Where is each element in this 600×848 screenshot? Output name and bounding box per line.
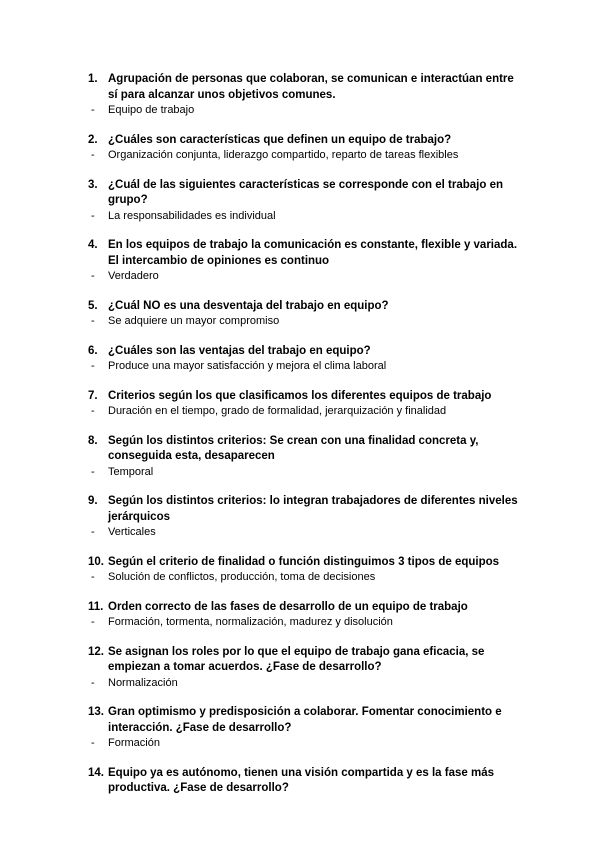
question-number: 9. <box>88 495 98 507</box>
answer-dash: - <box>91 465 95 478</box>
answer-dash: - <box>91 315 95 327</box>
question-item <box>88 133 518 164</box>
answer-label: La responsabilidades es individual <box>108 209 276 222</box>
answer-label: Temporal <box>108 465 154 478</box>
question-number: 5. <box>88 299 98 312</box>
question-label: ¿Cuáles son características que definen un equipo de trabajo? <box>108 133 452 146</box>
question-number: 2. <box>88 133 98 146</box>
question-text <box>88 178 518 209</box>
question-label: Según los distintos criterios: lo integran trabajadores de diferentes niveles jerárquicos <box>108 495 518 523</box>
answer-text <box>88 148 518 163</box>
answer-dash: - <box>91 360 95 372</box>
question-number: 10. <box>88 555 104 568</box>
question-text <box>88 555 518 571</box>
question-number: 14. <box>88 766 104 779</box>
question-item <box>88 705 518 751</box>
answer-dash: - <box>91 104 95 116</box>
question-number: 8. <box>88 434 98 447</box>
question-item <box>88 72 518 118</box>
question-label: En los equipos de trabajo la comunicación es constante, flexible y variada. El intercambio de opiniones es continuo <box>108 239 518 267</box>
question-number: 13. <box>88 706 104 718</box>
answer-text <box>88 615 518 630</box>
answer-dash: - <box>91 405 95 417</box>
question-text <box>88 133 518 149</box>
question-label: Se asignan los roles por lo que el equipo de trabajo gana eficacia, se empiezan a tomar acuerdos. ¿Fase de desarrollo? <box>108 645 485 673</box>
question-label: Equipo ya es autónomo, tienen una visión compartida y es la fase más productiva. ¿Fase de desarrollo? <box>108 766 494 794</box>
question-text <box>88 299 518 315</box>
answer-text <box>88 570 518 585</box>
answer-text <box>88 269 518 284</box>
question-text <box>88 705 518 736</box>
answer-text <box>88 465 518 480</box>
answer-label: Organización conjunta, liderazgo compartido, reparto de tareas flexibles <box>108 149 459 161</box>
answer-label: Solución de conflictos, producción, toma de decisiones <box>108 571 376 583</box>
answer-text <box>88 103 518 118</box>
question-text <box>88 645 518 676</box>
answer-text <box>88 736 518 751</box>
answer-label: Se adquiere un mayor compromiso <box>108 315 280 327</box>
question-text <box>88 434 518 465</box>
question-item <box>88 600 518 631</box>
question-item <box>88 238 518 284</box>
question-label: Según los distintos criterios: Se crean con una finalidad concreta y, conseguida esta, desaparecen <box>108 434 479 462</box>
answer-text <box>88 359 518 374</box>
question-number: 7. <box>88 389 98 402</box>
question-list <box>88 72 518 811</box>
question-number: 1. <box>88 73 98 85</box>
question-item <box>88 555 518 586</box>
answer-label: Verticales <box>108 526 156 538</box>
answer-label: Verdadero <box>108 270 159 282</box>
question-number: 6. <box>88 344 98 357</box>
answer-dash: - <box>91 209 95 222</box>
answer-dash: - <box>91 616 95 628</box>
answer-dash: - <box>91 149 95 161</box>
question-text <box>88 238 518 269</box>
answer-label: Equipo de trabajo <box>108 104 195 116</box>
question-number: 4. <box>88 239 98 251</box>
question-item <box>88 434 518 480</box>
answer-text <box>88 314 518 329</box>
question-label: Orden correcto de las fases de desarrollo de un equipo de trabajo <box>108 600 468 613</box>
answer-dash: - <box>91 737 95 749</box>
question-text <box>88 494 518 525</box>
question-item <box>88 645 518 691</box>
question-text <box>88 72 518 103</box>
answer-dash: - <box>91 676 95 689</box>
question-text <box>88 344 518 360</box>
question-label: Criterios según los que clasificamos los diferentes equipos de trabajo <box>108 389 492 402</box>
answer-dash: - <box>91 571 95 583</box>
answer-text <box>88 404 518 419</box>
question-label: ¿Cuál de las siguientes características se corresponde con el trabajo en grupo? <box>108 178 503 206</box>
question-item <box>88 766 518 797</box>
question-number: 3. <box>88 178 98 191</box>
question-item <box>88 178 518 224</box>
answer-dash: - <box>91 270 95 282</box>
question-label: ¿Cuáles son las ventajas del trabajo en equipo? <box>108 344 371 357</box>
question-number: 12. <box>88 645 104 658</box>
answer-dash: - <box>91 526 95 538</box>
question-item <box>88 494 518 540</box>
answer-label: Formación, tormenta, normalización, madurez y disolución <box>108 616 393 628</box>
answer-label: Formación <box>108 737 160 749</box>
question-item <box>88 299 518 330</box>
question-text <box>88 766 518 797</box>
question-item <box>88 344 518 375</box>
answer-text <box>88 209 518 224</box>
question-label: Según el criterio de finalidad o función distinguimos 3 tipos de equipos <box>108 555 500 568</box>
answer-text <box>88 676 518 691</box>
question-label: Gran optimismo y predisposición a colaborar. Fomentar conocimiento e interacción. ¿Fase de desarrollo? <box>108 706 502 734</box>
answer-text <box>88 525 518 540</box>
question-label: ¿Cuál NO es una desventaja del trabajo en equipo? <box>108 299 389 312</box>
question-label: Agrupación de personas que colaboran, se comunican e interactúan entre sí para alcanzar unos objetivos comunes. <box>108 73 514 101</box>
answer-label: Normalización <box>108 676 178 689</box>
question-item <box>88 389 518 420</box>
question-number: 11. <box>88 600 104 613</box>
answer-label: Duración en el tiempo, grado de formalidad, jerarquización y finalidad <box>108 405 447 417</box>
question-text <box>88 389 518 405</box>
answer-label: Produce una mayor satisfacción y mejora el clima laboral <box>108 360 387 372</box>
question-text <box>88 600 518 616</box>
